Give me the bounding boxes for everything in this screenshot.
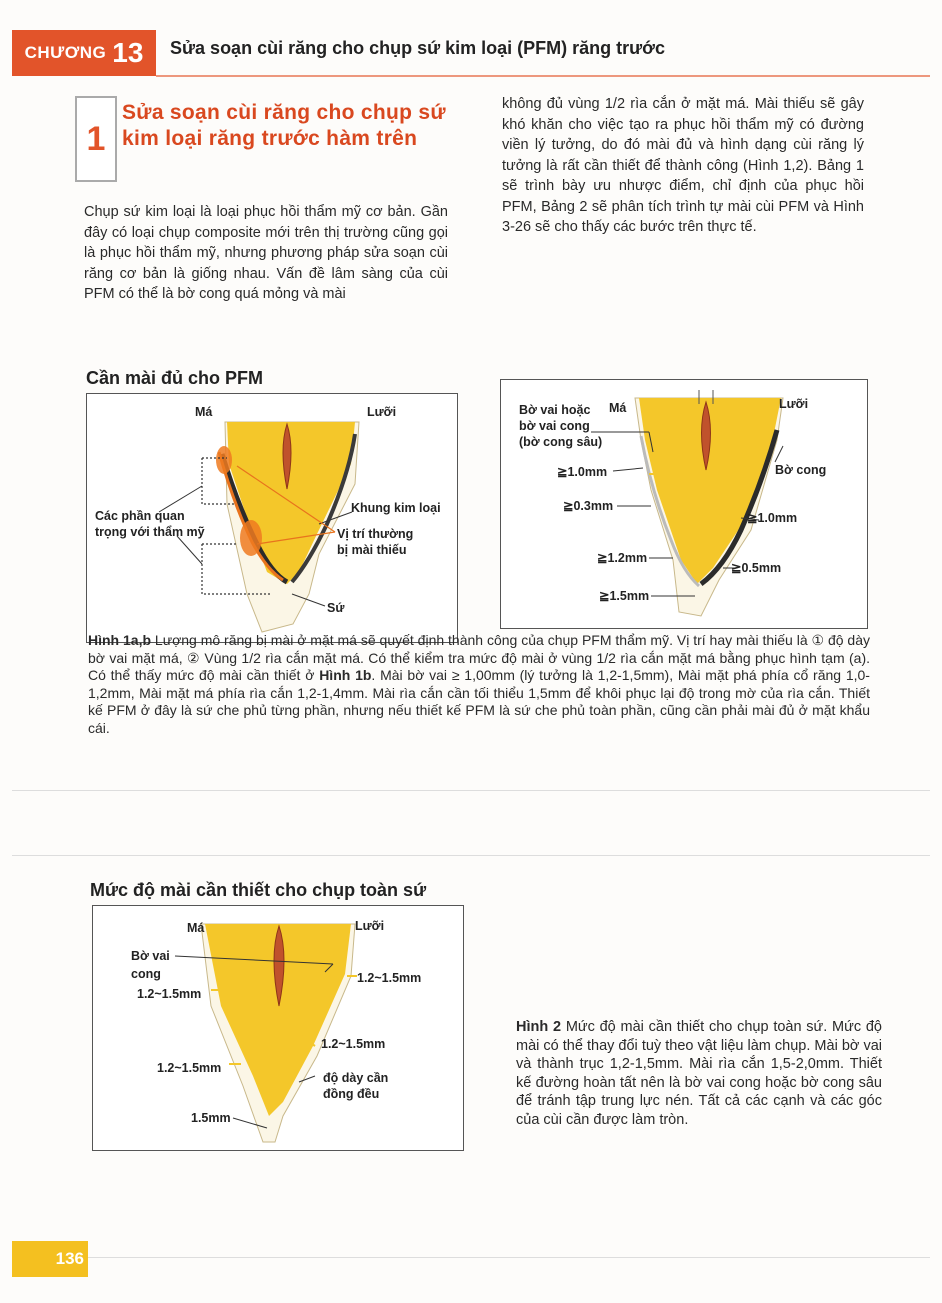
label-m-a: 1.2~1.5mm (137, 987, 202, 1001)
figure1-heading: Cần mài đủ cho PFM (86, 368, 264, 388)
separator (12, 790, 930, 791)
chapter-word: CHƯƠNG (24, 43, 107, 62)
header-rule (156, 75, 930, 77)
figure-1b (500, 379, 868, 629)
label-m3: ≧1.0mm (747, 511, 798, 525)
label-luoi: Lưỡi (779, 397, 809, 411)
label-do-day-2: đồng đều (323, 1087, 380, 1101)
label-luoi: Lưỡi (367, 405, 397, 419)
section-number: 1 (75, 96, 117, 182)
chapter-title: Sửa soạn cùi răng cho chụp sứ kim loại (PFM) răng trước (170, 38, 665, 58)
intro-left-paragraph: Chụp sứ kim loại là loại phục hồi thẩm mỹ cơ bản. Gần đây có loại chụp composite mới trên thị trường cũng gọi là phục hồi thẩm mỹ, nhưng phương pháp sửa soạn cùi răng cơ bản là giống nhau. Vấn đề lâm sàng của cùi PFM có thể là bờ cong quá mỏng và mài (84, 204, 448, 302)
figure1-caption-ref: Hình 1b (319, 667, 372, 683)
figure1-caption-text1: Lượng mô răng bị mài ở mặt má sẽ quyết định thành công của chụp PFM thẩm mỹ. Vị trí hay mài thiếu là ① độ dày bờ vai mặt má, ② Vùng 1/2 rìa cắn mặt má. Có thể kiểm tra mức độ mài ở vùng 1/2 rìa cắn mặt má bằng phục hình tạm (a). Có thể thấy mức độ mài cần thiết ở (88, 632, 870, 683)
figure-1a (86, 393, 458, 643)
label-m1: ≧1.0mm (557, 465, 608, 479)
label-ma: Má (609, 401, 627, 415)
separator (12, 855, 930, 856)
footer-rule (12, 1257, 930, 1258)
label-m-b: 1.2~1.5mm (357, 971, 422, 985)
figure2-caption (516, 1018, 882, 1129)
label-cac-phan-1: Các phần quan (95, 509, 185, 523)
label-khung-kim-loai: Khung kim loại (351, 501, 441, 515)
figure-2 (92, 905, 464, 1151)
label-vi-tri-2: bị mài thiếu (337, 543, 407, 557)
label-bo-vai-1: Bờ vai (131, 949, 170, 963)
label-cac-phan-2: trọng với thẩm mỹ (95, 525, 205, 539)
label-do-day-1: độ dày cần (323, 1071, 389, 1085)
label-ma: Má (195, 405, 213, 419)
label-bo-vai-2: cong (131, 967, 161, 981)
label-luoi: Lưỡi (355, 919, 385, 933)
label-bo-cong: Bờ cong (775, 463, 827, 477)
chapter-badge (12, 30, 156, 76)
label-m5: ≧0.5mm (731, 561, 782, 575)
label-bo-vai-2: bờ vai cong (519, 419, 590, 433)
label-m-e: 1.5mm (191, 1111, 231, 1125)
figure1-caption (88, 632, 870, 737)
figure2-caption-text: Mức độ mài cần thiết cho chụp toàn sứ. Mức độ mài có thể thay đổi tuỳ theo vật liệu làm chụp. Mài bờ vai và thành trục 1,2-1,5mm. Mài rìa cắn 1,5-2,0mm. Thiết kế đường hoàn tất nên là bờ vai cong hoặc bờ cong sâu để tránh tập trung lực nén. Tất cả các cạnh và các góc của cùi cần được làm tròn. (516, 1019, 882, 1128)
figure1-caption-label: Hình 1a,b (88, 632, 152, 648)
label-m2: ≧0.3mm (563, 499, 614, 513)
chapter-number: 13 (112, 37, 144, 68)
figure-2-drawing (93, 906, 463, 1150)
label-m-d: 1.2~1.5mm (157, 1061, 222, 1075)
intro-right-paragraph: không đủ vùng 1/2 rìa cắn ở mặt má. Mài thiếu sẽ gây khó khăn cho việc tạo ra phục hồi thẩm mỹ có đường viền lý tưởng, do đó mài đủ và hình dạng cùi răng lý tưởng là rất cần thiết để thành công (Hình 1,2). Bảng 1 sẽ trình bày ưu nhược điểm, chỉ định của phục hồi PFM, Bảng 2 sẽ phân tích trình tự mài cùi PFM và Hình 3-26 sẽ cho thấy các bước trên thực tế. (502, 96, 864, 235)
label-bo-vai-1: Bờ vai hoặc (519, 403, 591, 417)
label-ma: Má (187, 921, 205, 935)
figure2-heading: Mức độ mài cần thiết cho chụp toàn sứ (90, 880, 427, 900)
figure1-caption-text2: . Mài bờ vai ≥ 1,00mm (lý tưởng là 1,2-1,5mm), Mài mặt phá phía cổ răng 1,0-1,2mm, Mài mặt má phía rìa cắn 1,2-1,4mm. Mài rìa cắn cần tối thiểu 1,5mm để khôi phục lại độ trong mờ của rìa cắn. Thiết kế PFM ở đây là sứ che phủ từng phần, nhưng nếu thiết kế PFM là sứ che phủ toàn phần, cũng cần phải mài đủ ở mặt khẩu cái. (88, 667, 870, 736)
label-m4: ≧1.2mm (597, 551, 648, 565)
figure2-caption-label: Hình 2 (516, 1019, 562, 1035)
label-vi-tri-1: Vị trí thường (337, 527, 414, 541)
label-bo-vai-3: (bờ cong sâu) (519, 435, 603, 449)
label-m-c: 1.2~1.5mm (321, 1037, 386, 1051)
figure-1b-drawing (501, 380, 867, 628)
figure-1a-drawing (87, 394, 457, 642)
label-su: Sứ (327, 601, 345, 615)
label-m6: ≧1.5mm (599, 589, 650, 603)
section-title: Sửa soạn cùi răng cho chụp sứ kim loại răng trước hàm trên (122, 101, 446, 150)
page-number: 136 (12, 1241, 88, 1277)
